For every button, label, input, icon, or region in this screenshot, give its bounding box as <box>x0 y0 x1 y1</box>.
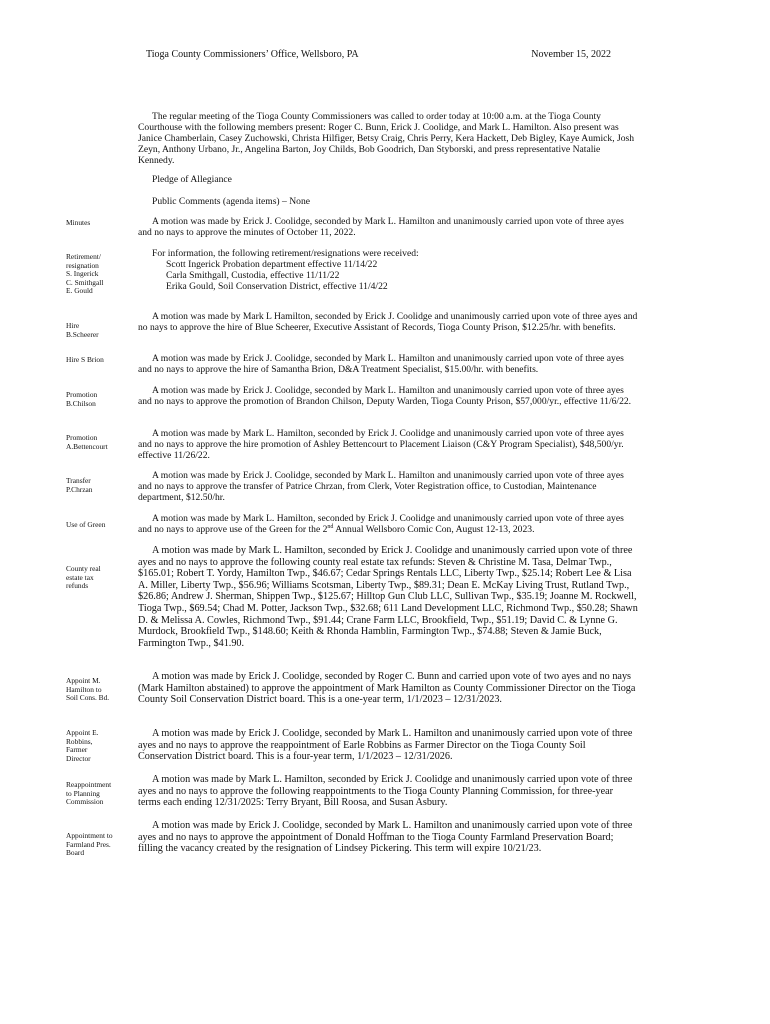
refunds-section <box>138 545 638 649</box>
use-of-green-section <box>138 513 638 535</box>
label-line: S. Ingerick <box>66 269 99 279</box>
reappoint-planning-section <box>138 774 638 809</box>
label-line: Commission <box>66 797 104 807</box>
label-line: A.Bettencourt <box>66 441 108 451</box>
page-header <box>146 49 611 61</box>
hire-scheerer-section <box>138 311 638 333</box>
label-line: resignation <box>66 260 99 270</box>
promotion-chilson-section <box>138 385 638 407</box>
refunds-label <box>66 565 132 591</box>
retirement-section <box>138 248 638 292</box>
use-of-green-paragraph <box>138 513 638 535</box>
minutes-label: Minutes <box>66 218 91 227</box>
label-line: Director <box>66 753 91 763</box>
retirement-line: Carla Smithgall, Custodia, effective 11/11/22 <box>166 270 340 282</box>
label-line: Appointment to <box>66 831 113 840</box>
appoint-robbins-paragraph: A motion was made by Erick J. Coolidge, seconded by Mark L. Hamilton and unanimously carried upon vote of three ayes and no nays to approve the reappointment of Earle Robbins as Farmer Director on the Tioga County Soil Conservation District board. This is a four-year term, 1/1/2023 – 12/31/2026. <box>138 728 633 763</box>
hire-scheerer-paragraph: A motion was made by Mark L Hamilton, seconded by Erick J. Coolidge and unanimously carried upon vote of three ayes and no nays to approve the hire of Blue Scheerer, Executive Assistant of Records, Tioga County Prison, $12.25/hr. with benefits. <box>138 311 638 334</box>
promotion-chilson-paragraph: A motion was made by Erick J. Coolidge, seconded by Mark L. Hamilton and unanimously carried upon vote of three ayes and no nays to approve the promotion of Brandon Chilson, Deputy Warden, Tioga County Prison, $57,000/yr., effective 11/6/22. <box>138 385 632 408</box>
retirement-label <box>66 253 132 296</box>
office-title: Tioga County Commissioners’ Office, Wellsboro, PA <box>146 49 359 60</box>
public-comments-section <box>138 196 638 207</box>
appoint-hamilton-section <box>138 671 638 706</box>
label-line: Reappointment <box>66 780 112 789</box>
transfer-chrzan-paragraph: A motion was made by Erick J. Coolidge, seconded by Mark L. Hamilton and unanimously carried upon vote of three ayes and no nays to approve the transfer of Patrice Chrzan, from Clerk, Voter Registration office, to Custodian, Maintenance department, $12.50/hr. <box>138 470 624 504</box>
label-line: Robbins, <box>66 736 93 746</box>
hire-brion-label: Hire S Brion <box>66 355 104 364</box>
label-line: Board <box>66 848 85 858</box>
label-line: County real <box>66 564 101 573</box>
retirement-line: Erika Gould, Soil Conservation District, effective 11/4/22 <box>166 281 388 293</box>
intro-paragraph: The regular meeting of the Tioga County Commissioners was called to order today at 10:00 a.m. at the Tioga County Courthouse with the following members present: Roger C. Bunn, Erick J. Coolidge, and Mark L. Hamilton. Also present was Janice Chamberlain, Casey Zuchowski, Christa Hilfiger, Betsy Craig, Chris Perry, Kera Hackett, Deb Bigley, Kaye Aumick, Josh Zeyn, Anthony Urbano, Jr., Angelina Barton, Joy Childs, Bob Goodrich, Dan Styborski, and press representative Natalie Kennedy. <box>138 111 635 167</box>
label-line: E. Gould <box>66 286 93 296</box>
promotion-bettencourt-section <box>138 428 638 461</box>
retirement-intro: For information, the following retirement/resignations were received: <box>152 248 419 259</box>
minutes-paragraph: A motion was made by Erick J. Coolidge, seconded by Mark L. Hamilton and unanimously carried upon vote of three ayes and no nays to approve the minutes of October 11, 2022. <box>138 216 624 239</box>
promotion-bettencourt-label <box>66 434 132 451</box>
label-line: Retirement/ <box>66 252 101 261</box>
label-line: C. Smithgall <box>66 277 104 287</box>
reappoint-planning-paragraph: A motion was made by Mark L. Hamilton, seconded by Erick J. Coolidge and unanimously carried upon vote of three ayes and no nays to approve the following reappointments to the Tioga County Planning Commission, for three-year terms each ending 12/31/2025: Terry Bryant, Bill Roosa, and Susan Asbury. <box>138 774 633 809</box>
retirement-line: Scott Ingerick Probation department effective 11/14/22 <box>166 259 378 271</box>
appoint-farmland-paragraph: A motion was made by Erick J. Coolidge, seconded by Mark L. Hamilton and unanimously carried upon vote of three ayes and no nays to approve the appointment of Donald Hoffman to the Tioga County Farmland Preservation Board; filling the vacancy created by the resignation of Lindsey Pickering. This term will expire 10/21/23. <box>138 820 633 855</box>
reappoint-planning-label <box>66 781 132 807</box>
hire-scheerer-label <box>66 322 132 339</box>
appoint-hamilton-label <box>66 677 132 703</box>
label-line: Appoint E. <box>66 728 99 737</box>
label-line: Farmland Pres. <box>66 839 111 849</box>
use-of-green-text-after: Annual Wellsboro Comic Con, August 12-13, 2023. <box>333 524 535 536</box>
promotion-bettencourt-paragraph: A motion was made by Mark L. Hamilton, seconded by Erick J. Coolidge and unanimously carried upon vote of three ayes and no nays to approve the hire promotion of Ashley Bettencourt to Placement Liaison (C&Y Program Specialist), $48,500/yr. effective 11/26/22. <box>138 428 624 462</box>
pledge-text: Pledge of Allegiance <box>152 174 232 185</box>
label-line: refunds <box>66 581 89 591</box>
label-line: P.Chrzan <box>66 484 93 494</box>
label-line: Promotion <box>66 433 98 442</box>
appoint-robbins-section <box>138 728 638 763</box>
label-line: B.Scheerer <box>66 329 99 339</box>
label-line: estate tax <box>66 572 94 582</box>
hire-brion-paragraph: A motion was made by Erick J. Coolidge, seconded by Mark L. Hamilton and unanimously carried upon vote of three ayes and no nays to approve the hire of Samantha Brion, D&A Treatment Specialist, $15.00/hr. with benefits. <box>138 353 624 376</box>
refunds-paragraph: A motion was made by Mark L. Hamilton, seconded by Erick J. Coolidge and unanimously carried upon vote of three ayes and no nays to approve the following county real estate tax refunds: Steven & Christine M. Tasa, Delmar Twp., $165.01; Robert T. Yordy, Hamilton Twp., $46.67; Cedar Springs Rentals LLC, Liberty Twp., $25.14; Robert Lee & Lisa A. Miller, Liberty Twp., $56.96; Williams Scotsman, Liberty Twp., $89.31; Dean E. McKay Living Trust, Rutland Twp., $26.86; Andrew J. Sherman, Shippen Twp., $125.67; Hilltop Gun Club LLC, Sullivan Twp., $35.19; Joanne M. Rockwell, Tioga Twp., $69.54; Chad M. Potter, Jackson Twp., $32.68; 611 Land Development LLC, Richmond Twp., $50.28; Shawn D. & Melissa A. Cowles, Richmond Twp., $91.44; Crane Farm LLC, Brookfield, Twp., $51.19; David C. & Lynne G. Murdock, Brookfield Twp., $148.60; Keith & Rhonda Hamblin, Farmington Twp., $74.88; Steven & Jamie Buck, Farmington Twp., $41.90. <box>138 545 638 649</box>
label-line: Promotion <box>66 390 98 399</box>
label-line: Farmer <box>66 745 88 755</box>
promotion-chilson-label <box>66 391 132 408</box>
label-line: Hamilton to <box>66 684 102 694</box>
use-of-green-label: Use of Green <box>66 520 106 529</box>
appoint-farmland-section <box>138 820 638 855</box>
intro-section <box>138 111 638 166</box>
ordinal-suffix: nd <box>327 523 334 530</box>
transfer-chrzan-label <box>66 477 132 494</box>
label-line: Soil Cons. Bd. <box>66 693 110 703</box>
label-line: Hire <box>66 321 80 330</box>
appoint-farmland-label <box>66 832 132 858</box>
pledge-section <box>138 174 638 185</box>
appoint-robbins-label <box>66 729 132 763</box>
minutes-section <box>138 216 638 238</box>
label-line: B.Chilson <box>66 398 96 408</box>
appoint-hamilton-paragraph: A motion was made by Erick J. Coolidge, seconded by Roger C. Bunn and carried upon vote of two ayes and no nays (Mark Hamilton abstained) to approve the appointment of Mark Hamilton as County Commissioner Director on the Tioga County Soil Conservation District board. This is a one-year term, 1/1/2023 – 12/31/2023. <box>138 671 636 706</box>
hire-brion-section <box>138 353 638 375</box>
label-line: to Planning <box>66 788 100 798</box>
label-line: Appoint M. <box>66 676 101 685</box>
label-line: Transfer <box>66 476 91 485</box>
use-of-green-text-before: A motion was made by Mark L. Hamilton, seconded by Erick J. Coolidge and unanimously carried upon vote of three ayes and no nays to approve use of the Green for the 2 <box>138 513 624 536</box>
public-comments-text: Public Comments (agenda items) – None <box>152 196 311 207</box>
transfer-chrzan-section <box>138 470 638 503</box>
meeting-date: November 15, 2022 <box>531 49 611 60</box>
